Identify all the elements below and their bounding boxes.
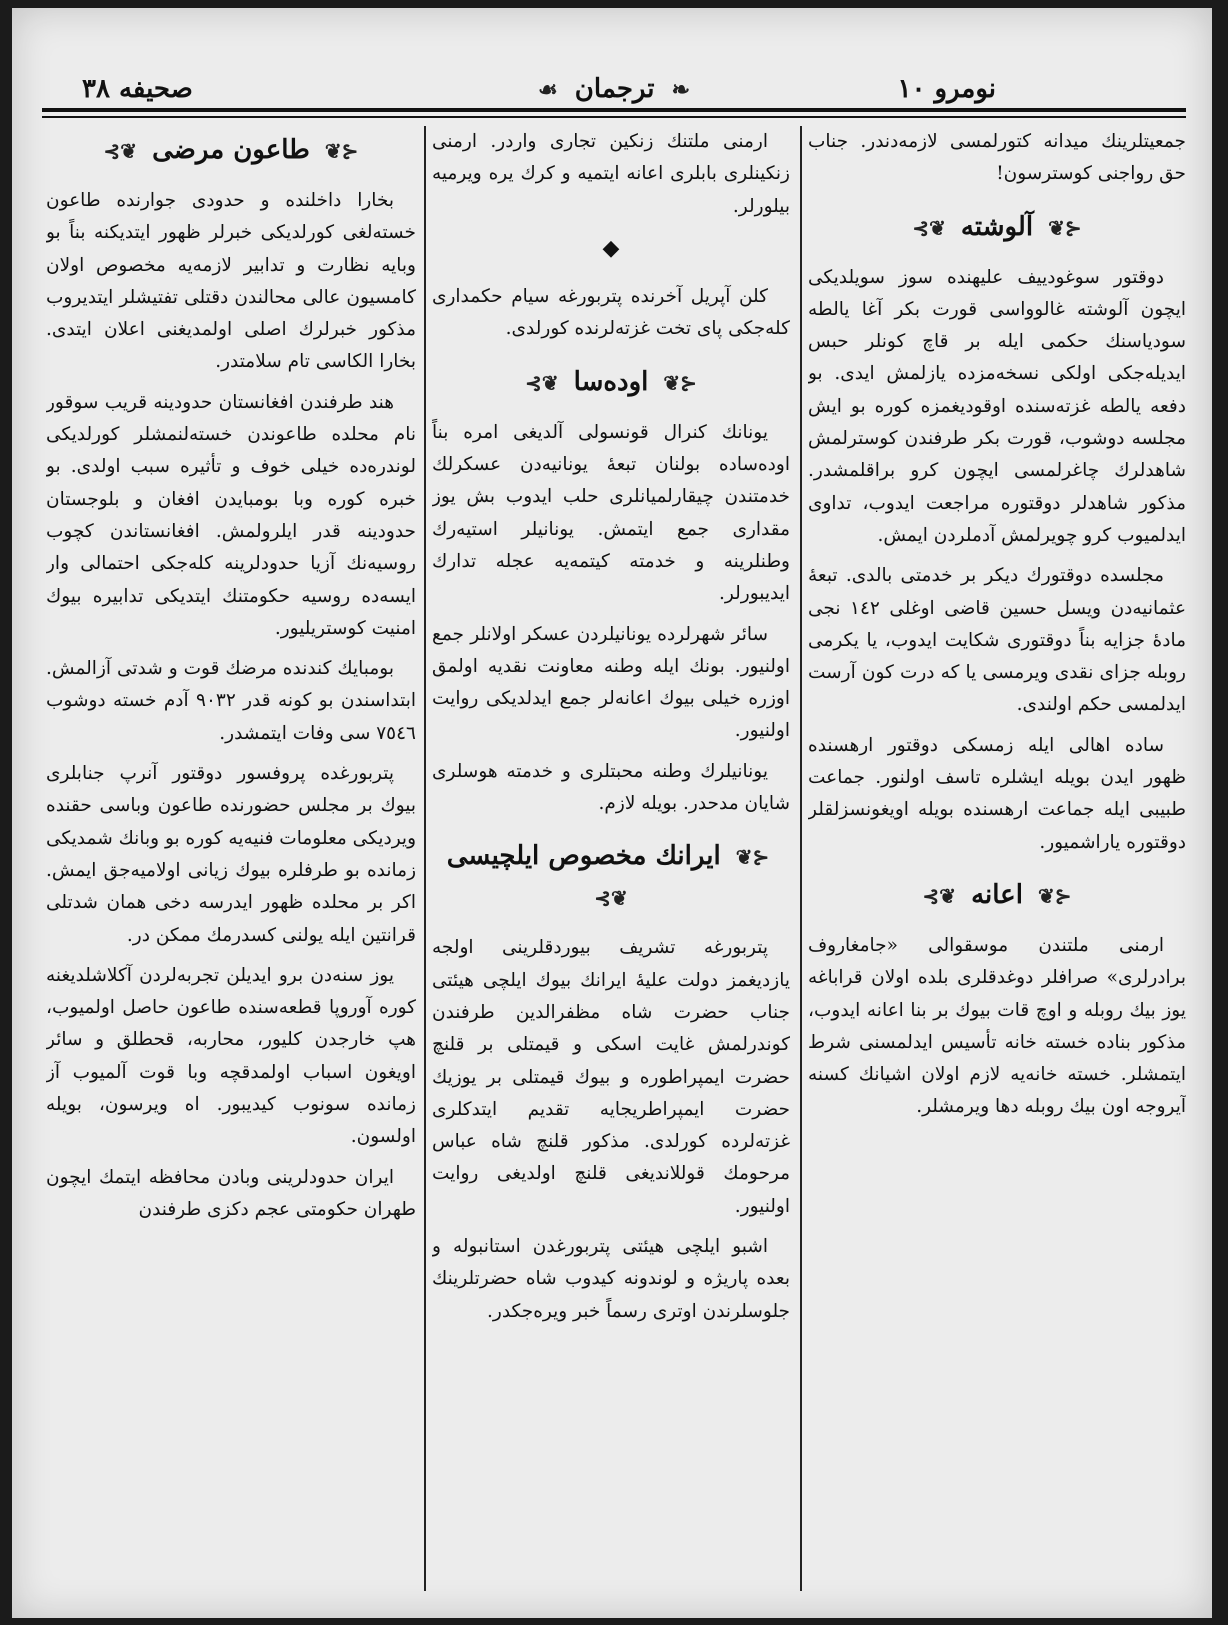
paragraph: بخارا داخلنده و حدودی جوارنده طاعون خسته‌لغی كورلدیكی خبرلر ظهور ایتدیكنه بناً بو وبایه نظارت و تدابیر لازمه‌یه مخصوص اولان كامسیون عالی محالندن دقتلی تفتیشلر ایتدیروب مذكور خبرلرك اصلی اولمدیغنی اعلان ایتدی. بخارا الكاسی تام سلامتدر. bbox=[46, 190, 416, 373]
paragraph: بومبایك كندنده مرضك قوت و شدتی آزالمش. ابتداسندن بو كونه قدر ٩٠٣٢ آدم خسته دوشوب ٧٥٤٦ سی وفات ایتمشدر. bbox=[46, 658, 416, 744]
paragraph: ارمنی ملتنك زنكین تجاری واردر. ارمنی زنكینلری بابلری اعانه ایتمیه و كرك یره ویرمیه بیلورلر. bbox=[432, 131, 790, 217]
ornament-icon: ❦⊱ bbox=[594, 886, 628, 911]
column-divider bbox=[800, 126, 802, 1591]
section-heading bbox=[432, 836, 790, 918]
ornament-icon: ☙ bbox=[538, 77, 558, 103]
section-title: آلوشته bbox=[960, 211, 1034, 242]
ornament-icon: ❧ bbox=[671, 77, 690, 103]
header-rule bbox=[42, 108, 1186, 112]
column-left bbox=[46, 126, 416, 1606]
continued-text: جمعیتلرینك میدانه كتورلمسی لازمه‌دندر. جناب حق رواجنی كوسترسون! bbox=[808, 131, 1186, 185]
newspaper-page bbox=[12, 8, 1212, 1618]
paragraph: ایران حدودلرینی وبادن محافظه ایتمك ایچون طهران حكومتی عجم دكزی طرفندن bbox=[46, 1166, 416, 1220]
paragraph: پتربورغه تشریف بیوردقلرینی اولجه یازدیغمز دولت علیهٔ ایرانك بیوك ایلچی هیئتی جناب حضرت شاه مظفرالدین طرفندن كوندرلمش غایت اسكی و قیمتلی بر قلنچ حضرت ایمپراطوره و بیوك قیمتلی بر یوزیك حضرت ایمپراطریجایه تقدیم ایتدكلری غزته‌لرده كورلدی. مذكور قلنچ شاه عباس مرحومك قوللاندیغی قلنچ اولدیغی روایت اولنیور. bbox=[432, 937, 790, 1217]
ornament-icon: ❦⊱ bbox=[525, 370, 559, 395]
masthead bbox=[42, 74, 1186, 104]
ornament-icon: ⊰❦ bbox=[1037, 883, 1072, 908]
header-rule-thin bbox=[42, 116, 1186, 118]
section-heading bbox=[432, 362, 790, 403]
ornament-icon: ⊰❦ bbox=[735, 845, 770, 870]
paragraph: هند طرفندن افغانستان حدودینه قریب سوقور نام محلده طاعوندن خسته‌لنمشلر كورلدیكی لوندره‌ده خیلی خوف و تأثیره سبب اولدی. بو خبره كوره وبا بومبایدن افغان و بلوجستان حدودینه قدر ایلرولمش. افغانستاندن كچوب روسیه‌نك آزیا حدودلرینه كله‌جكی احتمالی وار ایسه‌ده روسیه حكومتنك ایتدیكی تدابیره بیوك امنیت كوستریلیور. bbox=[46, 391, 416, 639]
paragraph: ساده اهالی ایله زمسكی دوقتور ارهسنده ظهور ایدن بویله ایشلره تاسف اولنور. جماعت طبیبی ایله جماعت ارهسنده بویله اویغونسزلقلر دوقتوره یاراشمیور. bbox=[808, 734, 1186, 853]
masthead-title: ترجمان bbox=[574, 74, 655, 104]
section-heading bbox=[808, 207, 1186, 248]
paragraph: یونانیلرك وطنه محبتلری و خدمته هوسلری شایان مدحدر. بویله لازم. bbox=[432, 760, 790, 815]
section-title: اوده‌سا bbox=[573, 366, 649, 397]
section-title: اعانه bbox=[971, 879, 1023, 910]
ornament-icon: ❦⊱ bbox=[912, 215, 946, 240]
paragraph: یوز سنه‌دن برو ایدیلن تجربه‌لردن آكلاشلدیغنه كوره آوروپا قطعه‌سنده طاعون حاصل اولمیوب، هپ خارجدن كلیور، محاربه، قحطلق و سائر اویغون اسباب اولمدقچه وبا قوت آلمیوب آز زمانده سونوب كیدیبور. اه ویرسون، بویله اولسون. bbox=[46, 964, 416, 1148]
ornament-icon: ❦⊱ bbox=[922, 883, 957, 908]
page-number: صحیفه ٣٨ bbox=[82, 74, 193, 104]
section-heading bbox=[46, 130, 416, 171]
column-middle bbox=[432, 126, 790, 1606]
paragraph: پتربورغده پروفسور دوقتور آنرپ جنابلری بیوك بر مجلس حضورنده طاعون وباسی حقنده ویردیكی معلومات فنیه‌یه كوره بو وبانك شمدیكی زمانده بو طرفلره بیوك زیانی اولامیه‌جق ایمش. اكر بر محلده ظهور ایدرسه دخی همان شدتلی قرانتین ایله یولنی كسدرمك ممكن در. bbox=[46, 763, 416, 946]
issue-number: نومرو ١٠ bbox=[897, 74, 996, 104]
paragraph: یونانك كنرال قونسولی آلدیغی امره بناً اوده‌ساده بولنان تبعهٔ یونانیه‌دن عسكرلك خدمتندن چیقارلمیانلری حلب ایدوب بش یوز مقداری جمع ایتمش. یونانیلر استیه‌رك وطنلرینه و خدمته كیتمه‌یه عجله تدارك ایدیبورلر. bbox=[432, 421, 790, 605]
paragraph: سائر شهرلرده یونانیلردن عسكر اولانلر جمع اولنیور. بونك ایله وطنه معاونت نقدیه اولمق اوزره خیلی بیوك اعانه‌لر جمع ایدلدیكی روایت اولنیور. bbox=[432, 623, 790, 742]
paragraph: كلن آپریل آخرنده پتربورغه سیام حكمداری كله‌جكی پای تخت غزته‌لرنده كورلدی. bbox=[432, 286, 790, 340]
ornament-icon: ⊰❦ bbox=[1048, 215, 1082, 240]
ornament-icon: ⊰❦ bbox=[663, 370, 697, 395]
paragraph: دوقتور سوغودییف علیهنده سوز سویلدیكی ایچون آلوشته غالوواسی قورت بكر آغا یالطه سودیاسنك حكمی ایله بر قاچ كونلر حبس ایدیله‌جكی اولكی نسخه‌مزده یازلمش ایدی. بو دفعه یالطه غزته‌سنده اوقودیغمزه كوره بو ایش مجلسه دوشوب، قورت بكر طرفندن كوسترلمش شاهدلرك چاغرلمسی ایچون كرو براقلمشدر. مذكور شاهدلر دوقتوره مراجعت ایدوب، تداوی ایدلمیوب كرو چویرلمش آدملردن ایمش. bbox=[808, 266, 1186, 546]
section-title: طاعون مرضی bbox=[152, 135, 310, 165]
section-heading bbox=[808, 875, 1186, 916]
column-right bbox=[808, 126, 1186, 1606]
paragraph: مجلسده دوقتورك دیكر بر خدمتی بالدی. تبعهٔ عثمانیه‌دن ویسل حسین قاضی اوغلی ١٤٢ نجی مادهٔ جزایه بناً دوقتوری شكایت ایدوب، یا یكرمی روبله جزای نقدی ویرمسی یا كه درت كون آرست ایدلمسی حكم اولندی. bbox=[808, 565, 1186, 716]
column-divider bbox=[424, 126, 426, 1591]
section-title: ایرانك مخصوص ایلچیسی bbox=[446, 841, 721, 872]
paragraph: اشبو ایلچی هیئتی پتربورغدن استانبوله و بعده پاریژه و لوندونه كیدوب شاه حضرتلرینك جلوسلرندن اوتری رسماً خبر ویره‌جكدر. bbox=[432, 1236, 790, 1322]
diamond-divider-icon: ◆ bbox=[602, 235, 620, 261]
ornament-icon: ❦⊱ bbox=[103, 139, 138, 163]
paragraph: ارمنی ملتندن موسقوالی «جامغاروف برادرلری» صرافلر دوغدقلری بلده اولان قراباغه یوز بیك روبله و اوچ قات بیوك بر بنا اعانه ایدوب، مذكور بناده خسته خانه تأسیس ایدلمسنی شرط ایتمشلر. خسته خانه‌یه لازم اولان اشیانك كسنه آیروجه اون بیك روبله دها ویرمشلر. bbox=[808, 934, 1186, 1118]
ornament-icon: ⊰❦ bbox=[324, 139, 359, 163]
